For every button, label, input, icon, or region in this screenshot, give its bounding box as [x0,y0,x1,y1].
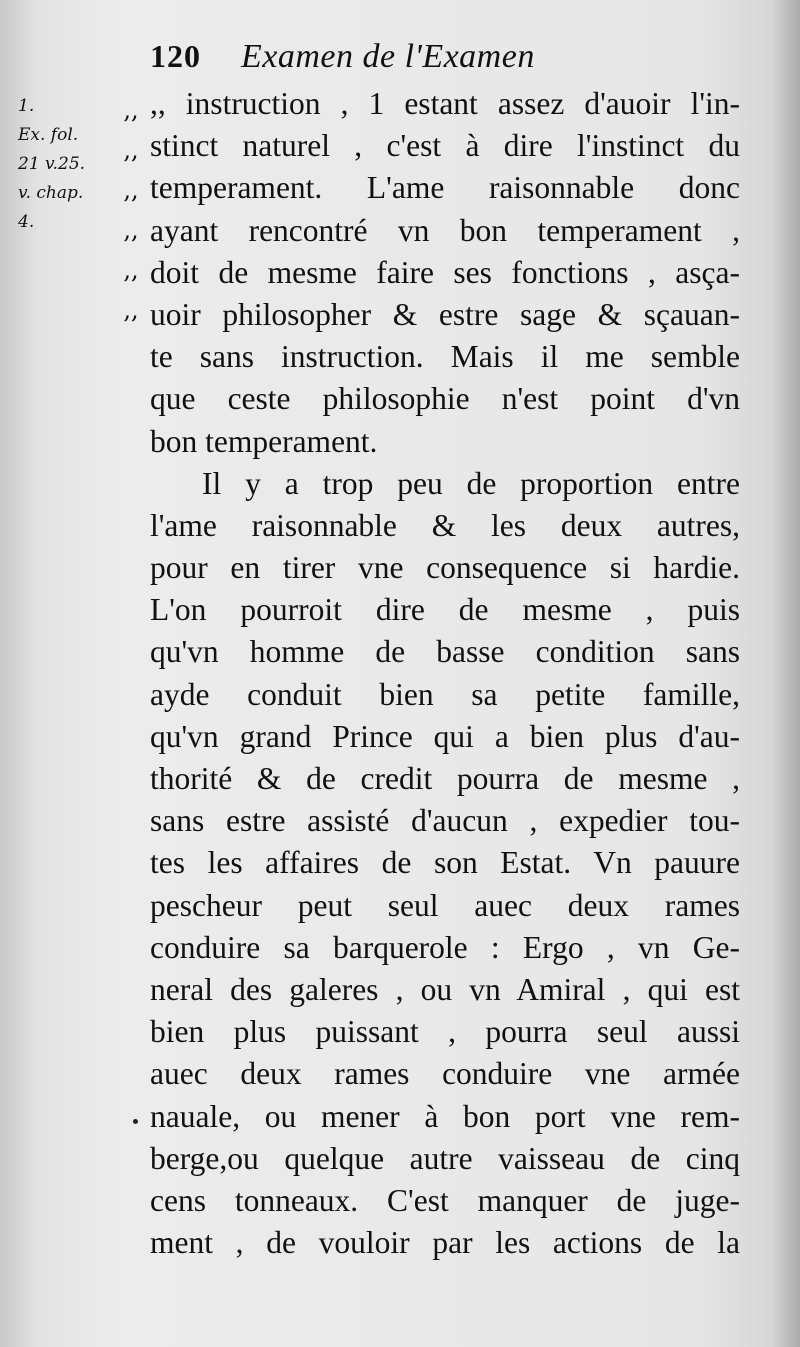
text-line: stinct naturel , c'est à dire l'instinct du [150,128,740,164]
text-line: nauale, ou mener à bon port vne rem- [150,1098,740,1134]
text-line: bon temperament. [150,423,378,459]
quote-marks-column [116,90,146,330]
quote-mark: ,, [123,136,139,164]
text-line: pescheur peut seul auec deux rames [150,887,740,923]
quote-mark: ,, [123,296,139,324]
text-line: te sans instruction. Mais il me semble [150,339,740,375]
text-line: bien plus puissant , pourra seul aussi [150,1014,740,1050]
page-header [150,38,730,88]
text-line: neral des galeres , ou vn Amiral , qui est [150,971,740,1007]
text-line: thorité & de credit pourra de mesme , [150,761,740,796]
text-line: qu'vn grand Prince qui a bien plus d'au- [150,718,740,754]
text-line: qu'vn homme de basse condition sans [150,634,740,670]
text-line: L'on pourroit dire de mesme , puis [150,592,740,628]
ink-speck [133,1119,138,1124]
text-line: ayant rencontré vn bon temperament , [150,212,740,248]
margin-note: 1. Ex. fol. 21 v.25. v. chap. 4. [18,96,86,232]
body-text [150,83,740,1264]
page-number: 120 [150,38,201,74]
text-line: tes les affaires de son Estat. Vn pauure [150,845,740,881]
running-title: Examen de l'Examen [241,38,535,75]
text-line: uoir philosopher & estre sage & sçauan- [150,296,740,332]
text-line: ayde conduit bien sa petite famille, [150,676,740,712]
quote-mark: ,, [123,176,139,204]
quote-mark: ,, [123,96,139,124]
text-line: que ceste philosophie n'est point d'vn [150,381,740,417]
quote-mark: ,, [123,216,139,244]
quote-mark: ,, [123,256,139,284]
text-line: conduire sa barquerole : Ergo , vn Ge- [150,929,740,965]
text-line: cens tonneaux. C'est manquer de juge- [150,1182,740,1218]
text-line: doit de mesme faire ses fonctions , asça- [150,254,740,290]
page-gutter-shadow [772,0,800,1347]
text-line: temperament. L'ame raisonnable donc [150,170,740,206]
text-line: ment , de vouloir par les actions de la [150,1225,740,1261]
text-line: l'ame raisonnable & les deux autres, [150,507,740,543]
text-line: auec deux rames conduire vne armée [150,1056,740,1092]
text-line: pour en tirer vne consequence si hardie. [150,550,740,586]
text-line: berge,ou quelque autre vaisseau de cinq [150,1140,740,1176]
paragraph-first-line: Il y a trop peu de proportion entre [202,465,740,501]
text-line: sans estre assisté d'aucun , expedier tou- [150,803,740,839]
text-line: ,, instruction , 1 estant assez d'auoir l'in- [150,86,740,121]
